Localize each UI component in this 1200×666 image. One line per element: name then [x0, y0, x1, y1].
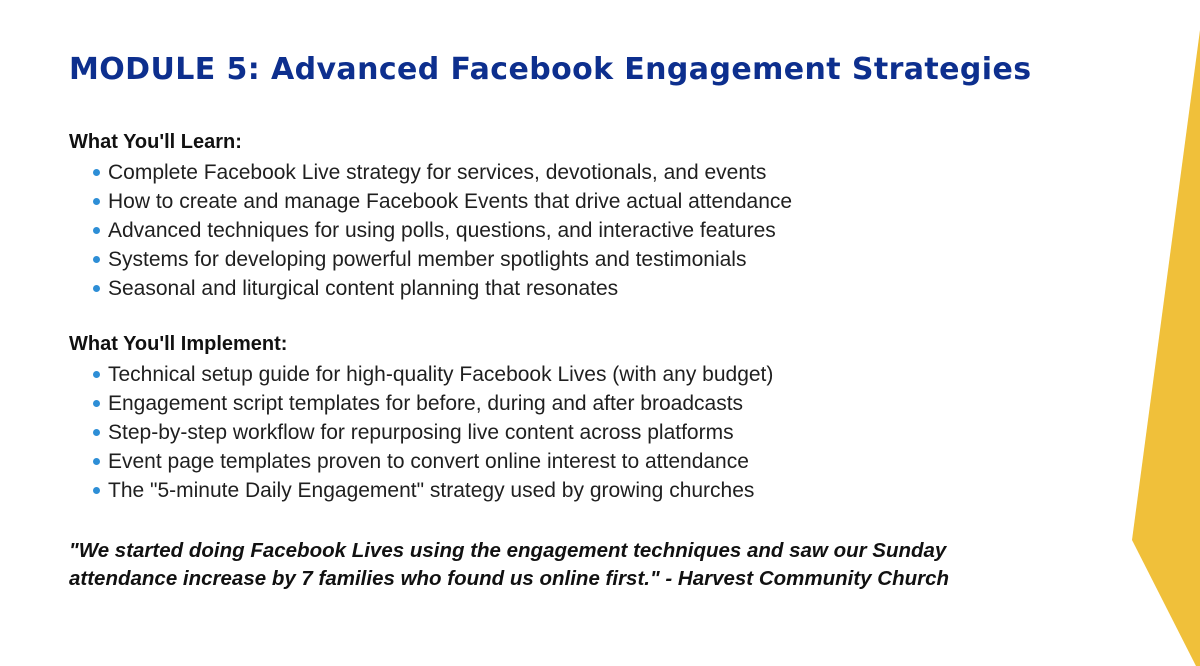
list-item-text: Engagement script templates for before, during and after broadcasts [108, 391, 744, 415]
list-item [93, 418, 1129, 447]
bullet-dot-icon [93, 256, 100, 263]
bullet-dot-icon [93, 198, 100, 205]
list-item-text: Event page templates proven to convert online interest to attendance [108, 449, 749, 473]
list-item-text: Systems for developing powerful member spotlights and testimonials [108, 247, 747, 271]
list-item [93, 216, 1129, 245]
list-item-text: Technical setup guide for high-quality Facebook Lives (with any budget) [108, 362, 774, 386]
bullet-dot-icon [93, 400, 100, 407]
list-item-text: Seasonal and liturgical content planning that resonates [108, 276, 619, 300]
implement-list [69, 360, 1129, 505]
list-item-text: Complete Facebook Live strategy for services, devotionals, and events [108, 160, 767, 184]
learn-section [69, 128, 1129, 303]
learn-list [69, 158, 1129, 303]
bullet-dot-icon [93, 169, 100, 176]
list-item [93, 360, 1129, 389]
bullet-dot-icon [93, 487, 100, 494]
testimonial-quote: "We started doing Facebook Lives using the engagement techniques and saw our Sunday attendance increase by 7 families who found us online first." - Harvest Community Church [69, 539, 950, 590]
list-item [93, 274, 1129, 303]
list-item-text: Step-by-step workflow for repurposing live content across platforms [108, 420, 734, 444]
bullet-dot-icon [93, 227, 100, 234]
list-item [93, 447, 1129, 476]
implement-heading: What You'll Implement: [69, 333, 288, 355]
list-item-text: Advanced techniques for using polls, questions, and interactive features [108, 218, 776, 242]
bullet-dot-icon [93, 285, 100, 292]
list-item [93, 389, 1129, 418]
list-item-text: How to create and manage Facebook Events that drive actual attendance [108, 189, 793, 213]
list-item-text: The "5-minute Daily Engagement" strategy used by growing churches [108, 478, 755, 502]
list-item [93, 245, 1129, 274]
slide-content [69, 48, 1129, 614]
bullet-dot-icon [93, 458, 100, 465]
bullet-dot-icon [93, 429, 100, 436]
bullet-dot-icon [93, 371, 100, 378]
list-item [93, 187, 1129, 216]
implement-section [69, 330, 1129, 505]
list-item [93, 158, 1129, 187]
module-title: MODULE 5: Advanced Facebook Engagement Strategies [69, 52, 1032, 87]
learn-heading: What You'll Learn: [69, 131, 242, 153]
list-item [93, 476, 1129, 505]
